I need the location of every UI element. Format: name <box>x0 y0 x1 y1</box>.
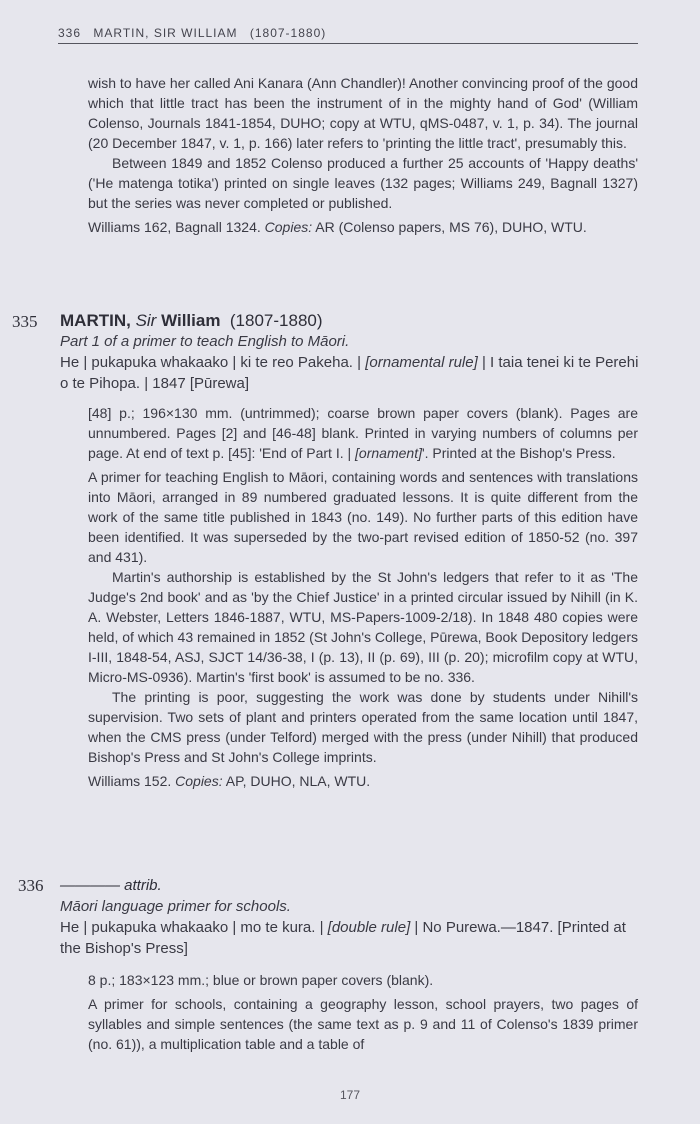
header-title: MARTIN, SIR WILLIAM <box>93 26 238 40</box>
entry-336-collation: 8 p.; 183×123 mm.; blue or brown paper covers (blank). <box>88 972 434 988</box>
entry-335-ref-copies-label: Copies: <box>175 773 223 789</box>
ref-copies-label: Copies: <box>264 219 313 235</box>
entry-335-honorific: Sir <box>135 311 157 330</box>
entry-335-body <box>88 403 638 791</box>
entry-335-references <box>88 771 638 791</box>
entry-335-subtitle: Part 1 of a primer to teach English to Māori. <box>60 333 350 350</box>
entry-335-forename: William <box>161 311 221 330</box>
entry-335-collation-a: [48] p.; 196×130 mm. (untrimmed); coarse brown paper covers (blank). Pages are unnumbered. Pages [2] and [46-48] blank. Printed in varying numbers of columns per page. At end of text p. [45]: 'End of Part I. | <box>88 405 638 461</box>
entry-335-imprint <box>60 352 640 394</box>
entry-336-author-line: ———— attrib. <box>60 877 162 894</box>
header-page-number: 336 <box>58 26 82 40</box>
entry-335-number: 335 <box>12 312 38 331</box>
entry-336-imprint-b: | No Purewa.—1847. [Printed at the Bishop's Press] <box>60 919 626 957</box>
continuation-paragraph-2: Between 1849 and 1852 Colenso produced a further 25 accounts of 'Happy deaths' ('He matenga totika') printed on single leaves (132 pages; Williams 249, Bagnall 1327) but the series was never completed or published. <box>88 155 638 211</box>
entry-336-heading <box>60 875 640 959</box>
entry-335-title-line <box>60 310 640 331</box>
header-dates: (1807-1880) <box>249 26 327 40</box>
entry-335-imprint-ornament: [ornamental rule] <box>365 354 478 371</box>
continuation-paragraph-1: wish to have her called Ani Kanara (Ann Chandler)! Another convincing proof of the good which that little tract has been the instrument of in the mighty hand of God' (William Colenso, Journals 1841-1854, DUHO; copy at WTU, qMS-0487, v. 1, p. 34). The journal (20 December 1847, v. 1, p. 166) later refers to 'printing the little tract', presumably this. <box>88 75 638 151</box>
entry-336-number: 336 <box>18 876 44 895</box>
entry-335-ref-copies: AP, DUHO, NLA, WTU. <box>225 773 371 789</box>
continuation-references <box>88 217 638 237</box>
entry-336-imprint <box>60 917 640 959</box>
entry-335-collation <box>88 403 638 463</box>
ref-copies: AR (Colenso papers, MS 76), DUHO, WTU. <box>315 219 587 235</box>
entry-335-imprint-b: | I taia tenei ki te Perehi o te Pihopa. | 1847 [Pūrewa] <box>60 354 639 392</box>
running-header <box>58 26 638 44</box>
entry-335-ref-text: Williams 152. <box>88 773 172 789</box>
entry-336-body <box>88 970 638 1054</box>
entry-335-heading <box>60 310 640 394</box>
entry-335-note-2: Martin's authorship is established by the St John's ledgers that refer to it as 'The Judge's 2nd book' and as 'by the Chief Justice' in a printed circular issued by Nihill (in K. A. Webster, Letters 1846-1887, WTU, MS-Papers-1009-2/18). In 1848 480 copies were held, of which 43 remained in 1852 (St John's College, Pūrewa, Book Depository ledgers I-III, 1848-54, ASJ, SJCT 14/36-38, I (p. 13), II (p. 69), III (p. 20); microfilm copy at WTU, Micro-MS-0936). Martin's 'first book' is assumed to be no. 336. <box>88 569 638 685</box>
entry-335-dates: (1807-1880) <box>229 311 323 330</box>
continuation-block <box>88 73 638 237</box>
ref-text: Williams 162, Bagnall 1324. <box>88 219 261 235</box>
entry-336-imprint-a: He | pukapuka whakaako | mo te kura. | <box>60 919 324 936</box>
entry-336-imprint-ornament: [double rule] <box>327 919 411 936</box>
entry-335-collation-b: '. Printed at the Bishop's Press. <box>421 445 616 461</box>
entry-336-subtitle: Māori language primer for schools. <box>60 898 291 915</box>
entry-335-note-3: The printing is poor, suggesting the work was done by students under Nihill's supervision. Two sets of plant and printers operated from the same location until 1847, when the CMS press (under Telford) merged with the press (under Nihill) that produced Bishop's Press and St John's College imprints. <box>88 689 638 765</box>
entry-335-imprint-a: He | pukapuka whakaako | ki te reo Pakeha. | <box>60 354 362 371</box>
entry-335-surname: MARTIN, <box>60 311 131 330</box>
entry-335-collation-ornament: [ornament] <box>355 445 422 461</box>
entry-335-note-1: A primer for teaching English to Māori, containing words and sentences with translations into Māori, arranged in 89 numbered graduated lessons. It is quite different from the work of the same title published in 1843 (no. 149). No further parts of this edition have been identified. It was superseded by the two-part revised edition of 1850-52 (no. 397 and 431). <box>88 469 638 565</box>
entry-336-note-1: A primer for schools, containing a geography lesson, school prayers, two pages of syllables and simple sentences (the same text as p. 9 and 11 of Colenso's 1839 primer (no. 61)), a multiplication table and a table of <box>88 996 638 1052</box>
page-number: 177 <box>339 1088 361 1102</box>
